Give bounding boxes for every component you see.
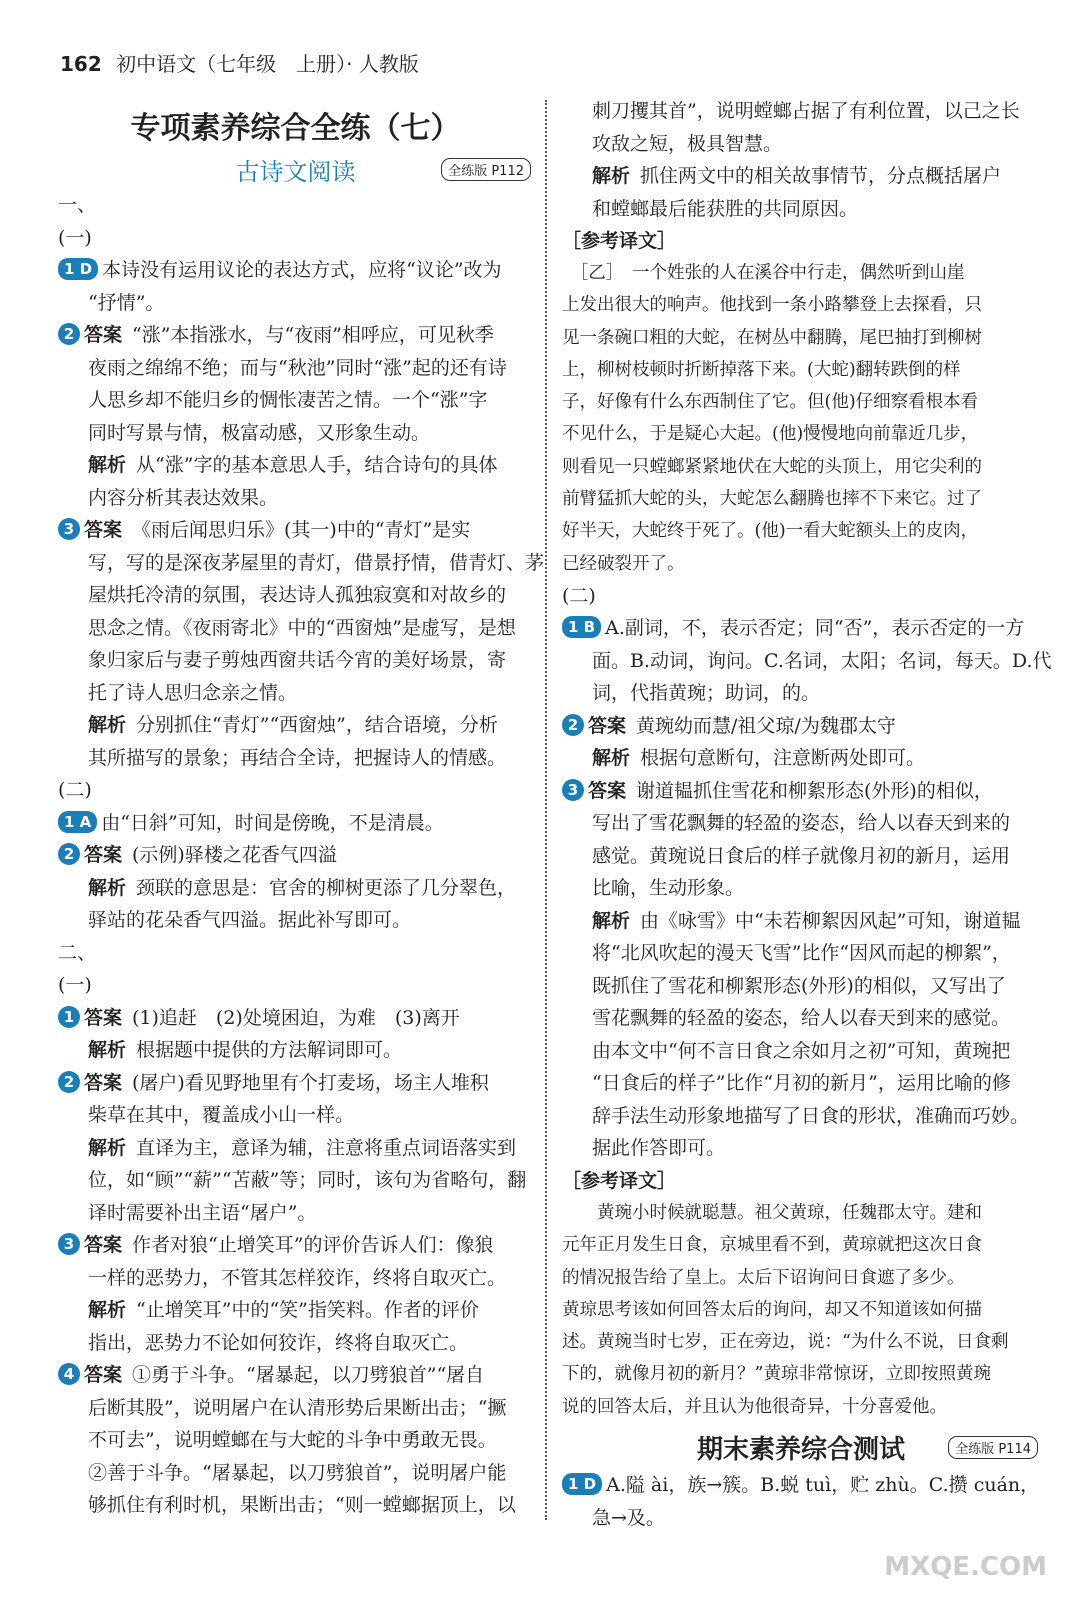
answer-text: 驿站的花朵香气四溢。据此补写即可。 (88, 909, 412, 931)
answer-text: 感觉。黄琬说日食后的样子就像月初的新月，运用 (592, 844, 1011, 867)
section-title: 专项素养综合全练（七） (130, 111, 461, 146)
answer-line (562, 160, 1040, 193)
answer-text: 屋烘托冷清的氛围，表达诗人孤独寂寞和对故乡的 (88, 584, 507, 606)
translation-line: ［乙］ 一个姓张的人在溪谷中行走，偶然听到山崖 (562, 263, 965, 283)
answer-text: “止增笑耳”中的“笑”指笑料。作者的评价 (136, 1299, 479, 1321)
translation-heading: ［参考译文］ (562, 230, 677, 252)
answer-text: 颈联的意思是：官舍的柳树更添了几分翠色， (136, 876, 517, 899)
final-answer-lines (562, 1469, 1040, 1534)
translation-line: 已经破裂开了。 (562, 553, 685, 574)
answer-line (562, 677, 1040, 710)
answer-tag: 答案 (84, 1006, 123, 1029)
answer-text: 写出了雪花飘舞的轻盈的姿态，给人以春天到来的 (592, 812, 1011, 835)
answer-text: 黄琬幼而慧/祖父琼/为魏郡太守 (636, 714, 896, 737)
answer-text: 象归家后与妻子剪烛西窗共话今宵的美好场景，寄 (88, 649, 507, 671)
translation-line: 下的，就像月初的新月？”黄琼非常惊讶，立即按照黄琬 (562, 1364, 991, 1385)
answer-line (58, 904, 533, 937)
answer-line (58, 319, 533, 352)
answer-text: 分别抓住“青灯”“西窗烛”，结合语境，分析 (136, 714, 498, 736)
left-answer-lines (58, 189, 545, 1522)
answer-text: 面。B.动词，询问。C.名词，太阳；名词，每天。D.代 (592, 649, 1052, 672)
answer-text: 将“北风吹起的漫天飞雪”比作“因风而起的柳絮”， (592, 942, 1011, 965)
answer-text: 谢道韫抓住雪花和柳絮形态(外形)的相似， (636, 779, 993, 802)
translation-heading: ［参考译文］ (562, 1169, 677, 1192)
answer-text: 后断其股”，说明屠户在认清形势后果断出击；“撅 (88, 1396, 507, 1419)
answer-line (58, 1002, 533, 1035)
answer-line (58, 449, 533, 482)
answer-text: “抒情”。 (88, 291, 165, 314)
answer-text: 直译为主，意译为辅，注意将重点词语落实到 (136, 1136, 517, 1159)
translation-line: 的情况报告给了皇上。太后下诏询问日食遮了多少。 (562, 1267, 965, 1288)
answer-text: 攻敌之短，极具智慧。 (592, 132, 783, 155)
answer-text: (示例)驿楼之花香气四溢 (132, 844, 337, 866)
answer-line (58, 937, 533, 970)
answer-text: “涨”本指涨水，与“夜雨”相呼应，可见秋季 (132, 324, 494, 346)
answer-text: 比喻，生动形象。 (592, 877, 745, 900)
answer-tag: 解析 (88, 1039, 127, 1061)
answer-line (562, 1100, 1040, 1133)
answer-tag: 解析 (592, 747, 631, 770)
reference-badge: 全练版 P112 (441, 158, 531, 181)
answer-line (58, 189, 533, 222)
answer-line (58, 1457, 533, 1490)
right-column (562, 95, 1052, 1534)
answer-text: A.副词，不，表示否定；同“否”，表示否定的一方 (605, 617, 1025, 640)
answer-text: 思念之情。《夜雨寄北》中的“西窗烛”是虚写，是想 (88, 616, 516, 639)
answer-text: 夜雨之绵绵不绝；而与“秋池”同时“涨”起的还有诗 (88, 356, 507, 379)
answer-text: 由本文中“何不言日食之余如月之初”可知，黄琬把 (592, 1039, 1011, 1062)
answer-line (562, 775, 1040, 808)
answer-line (562, 1502, 1040, 1535)
answer-text: (屠户)看见野地里有个打麦场，场主人堆积 (132, 1071, 489, 1094)
answer-tag: 答案 (588, 779, 627, 802)
page-number: 162 (60, 52, 102, 76)
watermark: MXQE.COM (884, 1552, 1047, 1582)
answer-line (58, 287, 533, 320)
answer-line (58, 1294, 533, 1327)
answer-text: (一) (58, 974, 92, 996)
translation-line: 子，好像有什么东西制住了它。但(他)仔细察看根本看 (562, 392, 979, 413)
answer-text: 从“涨”字的基本意思人手，结合诗句的具体 (136, 454, 498, 476)
answer-tag: 答案 (84, 519, 123, 541)
answer-line (58, 482, 533, 515)
answer-line (562, 612, 1040, 645)
answer-line (58, 1229, 533, 1262)
answer-text: 一样的恶势力，不管其怎样狡诈，终将自取灭亡。 (88, 1266, 507, 1289)
answer-line (562, 710, 1040, 743)
question-number-badge: 3 (58, 518, 80, 540)
left-column (58, 95, 545, 1522)
answer-text: 由《咏雪》中“未若柳絮因风起”可知，谢道韫 (640, 909, 1021, 932)
question-number-badge: 3 (562, 779, 584, 801)
answer-line (562, 840, 1040, 873)
answer-line (562, 970, 1040, 1003)
answer-line (562, 1035, 1040, 1068)
answer-tag: 解析 (88, 714, 127, 736)
answer-line (58, 612, 533, 645)
answer-text: 急→及。 (592, 1506, 665, 1529)
translation-line: 好半天，大蛇终于死了。(他)一看大蛇额头上的皮肉， (562, 521, 979, 542)
answer-line (58, 709, 533, 742)
answer-line (58, 969, 533, 1002)
answer-line (562, 1067, 1040, 1100)
answer-line (562, 905, 1040, 938)
answer-text: 够抓住有利时机，果断出击；“则一螳螂据顶上，以 (88, 1494, 516, 1516)
answer-text: 由“日斜”可知，时间是傍晚，不是清晨。 (101, 811, 444, 834)
answer-tag: 解析 (88, 1136, 127, 1159)
answer-text: 《雨后闻思归乐》(其一)中的“青灯”是实 (132, 519, 471, 541)
translation-line: 前臂猛抓大蛇的头，大蛇怎么翻腾也摔不下来它。过了 (562, 489, 982, 510)
answer-text: “日食后的样子”比作“月初的新月”，运用比喻的修 (592, 1072, 1011, 1095)
answer-text: 辞手法生动形象地描写了日食的形状，准确而巧妙。 (592, 1104, 1030, 1127)
translation-line: 见一条碗口粗的大蛇，在树丛中翻腾，尾巴抽打到柳树 (562, 327, 982, 348)
answer-text: 雪花飘舞的轻盈的姿态，给人以春天到来的感觉。 (592, 1007, 1011, 1030)
answer-text: 指出，恶势力不论如何狡诈，终将自取灭亡。 (88, 1331, 469, 1354)
answer-text: 二、 (58, 941, 97, 964)
answer-line (562, 872, 1040, 905)
choice-answer-badge: 1 D (58, 258, 98, 280)
answer-line (58, 742, 533, 775)
question-number-badge: 2 (562, 714, 584, 736)
translation-line: 说的回答太后，并且认为他很奇异，十分喜爱他。 (562, 1396, 947, 1417)
final-reference-badge: 全练版 P114 (948, 1436, 1038, 1459)
answer-line (58, 352, 533, 385)
answer-tag: 答案 (84, 1234, 123, 1256)
translation-line: 黄琬小时候就聪慧。祖父黄琼，任魏郡太守。建和 (562, 1202, 982, 1223)
answer-line (58, 872, 533, 905)
answer-text: ①勇于斗争。“屠暴起，以刀劈狼首”“屠自 (132, 1364, 485, 1386)
answer-text: 其所描写的景象；再结合全诗，把握诗人的情感。 (88, 746, 507, 769)
translation-line: 则看见一只螳螂紧紧地伏在大蛇的头顶上，用它尖利的 (562, 456, 982, 477)
answer-text: 柴草在其中，覆盖成小山一样。 (88, 1104, 355, 1126)
answer-tag: 解析 (592, 909, 631, 932)
answer-text: (一) (58, 226, 92, 249)
question-number-badge: 4 (58, 1363, 80, 1385)
question-number-badge: 2 (58, 1071, 80, 1093)
answer-line (58, 1067, 533, 1100)
translation-line: 上，柳树枝顿时折断掉落下来。(大蛇)翻转跌倒的样 (562, 359, 961, 380)
answer-text: 既抓住了雪花和柳絮形态(外形)的相似，又写出了 (592, 974, 1006, 997)
choice-answer-badge: 1 D (562, 1473, 602, 1495)
subtitle-row (58, 151, 533, 187)
answer-line (58, 547, 545, 580)
answer-text: 同时写景与情，极富动感，又形象生动。 (88, 421, 431, 444)
answer-line (58, 1034, 533, 1067)
answer-tag: 解析 (88, 1299, 127, 1321)
section-subtitle: 古诗文阅读 (235, 157, 356, 186)
translation-line: 上发出很大的响声。他找到一条小路攀登上去探看，只 (562, 295, 982, 316)
question-number-badge: 1 (58, 1006, 80, 1028)
column-divider (545, 100, 547, 1520)
answer-line (58, 579, 533, 612)
answer-tag: 解析 (88, 876, 127, 899)
answer-line (58, 417, 533, 450)
page-header (60, 48, 419, 77)
answer-text: 本诗没有运用议论的表达方式，应将“议论”改为 (102, 259, 502, 281)
answer-text: 译时需要补出主语“屠户”。 (88, 1201, 317, 1224)
translation-line: 黄琼思考该如何回答太后的询问，却又不知道该如何描 (562, 1299, 982, 1320)
answer-line (562, 1002, 1040, 1035)
answer-tag: 答案 (588, 714, 627, 737)
translation-line: 述。黄琬当时七岁，正在旁边，说：“为什么不说，日食剩 (562, 1332, 1009, 1353)
right-answer-lines (562, 95, 1052, 1423)
answer-line (562, 645, 1052, 678)
answer-line (58, 1489, 533, 1522)
choice-answer-badge: 1 A (58, 811, 97, 833)
answer-line (58, 1099, 533, 1132)
answer-line (562, 937, 1040, 970)
final-test-title: 期末素养综合测试 (696, 1434, 905, 1465)
answer-text: 作者对狼“止增笑耳”的评价告诉人们：像狼 (132, 1234, 494, 1256)
answer-line (58, 384, 533, 417)
question-number-badge: 3 (58, 1233, 80, 1255)
choice-answer-badge: 1 B (562, 616, 601, 638)
answer-line (58, 1424, 533, 1457)
answer-text: (二) (58, 779, 92, 801)
answer-line (58, 677, 533, 710)
answer-text: 一、 (58, 194, 97, 216)
answer-line (562, 95, 1040, 128)
answer-line (58, 1197, 533, 1230)
answer-text: 抓住两文中的相关故事情节，分点概括屠户 (640, 165, 1002, 187)
answer-line (58, 1392, 533, 1425)
answer-line (562, 193, 1040, 226)
answer-line (58, 1262, 533, 1295)
answer-text: 写，写的是深夜茅屋里的青灯，借景抒情，借青灯、茅 (88, 551, 545, 574)
question-number-badge: 2 (58, 323, 80, 345)
answer-text: 位，如“顾”“薪”“苫蔽”等；同时，该句为省略句，翻 (88, 1169, 527, 1191)
answer-line (58, 644, 533, 677)
answer-line (58, 839, 533, 872)
answer-text: ②善于斗争。“屠暴起，以刀劈狼首”，说明屠户能 (88, 1461, 507, 1484)
answer-text: 和螳螂最后能获胜的共同原因。 (592, 197, 859, 220)
answer-tag: 答案 (84, 1071, 123, 1094)
answer-text: (1)追赶 (2)处境困迫，为难 (3)离开 (132, 1006, 460, 1029)
answer-line (562, 1132, 1040, 1165)
answer-line (58, 1327, 533, 1360)
answer-text: 根据题中提供的方法解词即可。 (136, 1039, 403, 1061)
answer-text: 词，代指黄琬；助词，的。 (592, 682, 821, 705)
translation-line: 元年正月发生日食，京城里看不到，黄琼就把这次日食 (562, 1235, 982, 1256)
answer-tag: 答案 (84, 844, 123, 866)
answer-line (58, 254, 533, 287)
answer-tag: 答案 (84, 1364, 123, 1386)
answer-line (562, 1469, 1040, 1502)
final-test-row (562, 1425, 1040, 1469)
answer-tag: 解析 (88, 454, 127, 476)
answer-line (58, 1132, 533, 1165)
answer-text: 刺刀攫其首”，说明螳螂占据了有利位置，以己之长 (592, 100, 1020, 122)
answer-text: 根据句意断句，注意断两处即可。 (640, 747, 926, 770)
answer-line (58, 222, 533, 255)
answer-line (562, 128, 1040, 161)
answer-line (58, 807, 533, 840)
answer-text: 内容分析其表达效果。 (88, 486, 279, 509)
question-number-badge: 2 (58, 843, 80, 865)
answer-line (58, 1164, 533, 1197)
answer-line (562, 807, 1040, 840)
answer-line (562, 580, 1040, 613)
answer-tag: 解析 (592, 165, 631, 187)
answer-text: 据此作答即可。 (592, 1137, 726, 1160)
answer-text: 人思乡却不能归乡的惆怅凄苦之情。一个“涨”字 (88, 389, 488, 411)
answer-text: (二) (562, 584, 596, 607)
answer-line (562, 742, 1040, 775)
answer-text: 不可去”，说明螳螂在与大蛇的斗争中勇敢无畏。 (88, 1429, 497, 1451)
answer-line (58, 1359, 533, 1392)
answer-text: A.隘 ài，族→簇。B.蜕 tuì，贮 zhù。C.攒 cuán， (606, 1474, 1040, 1497)
answer-text: 托了诗人思归念亲之情。 (88, 681, 298, 704)
book-title: 初中语文（七年级 上册）· 人教版 (116, 52, 419, 76)
answer-line (58, 774, 533, 807)
translation-line: 不见什么，于是疑心大起。(他)慢慢地向前靠近几步， (562, 424, 979, 445)
answer-tag: 答案 (84, 324, 123, 346)
answer-line (58, 514, 533, 547)
